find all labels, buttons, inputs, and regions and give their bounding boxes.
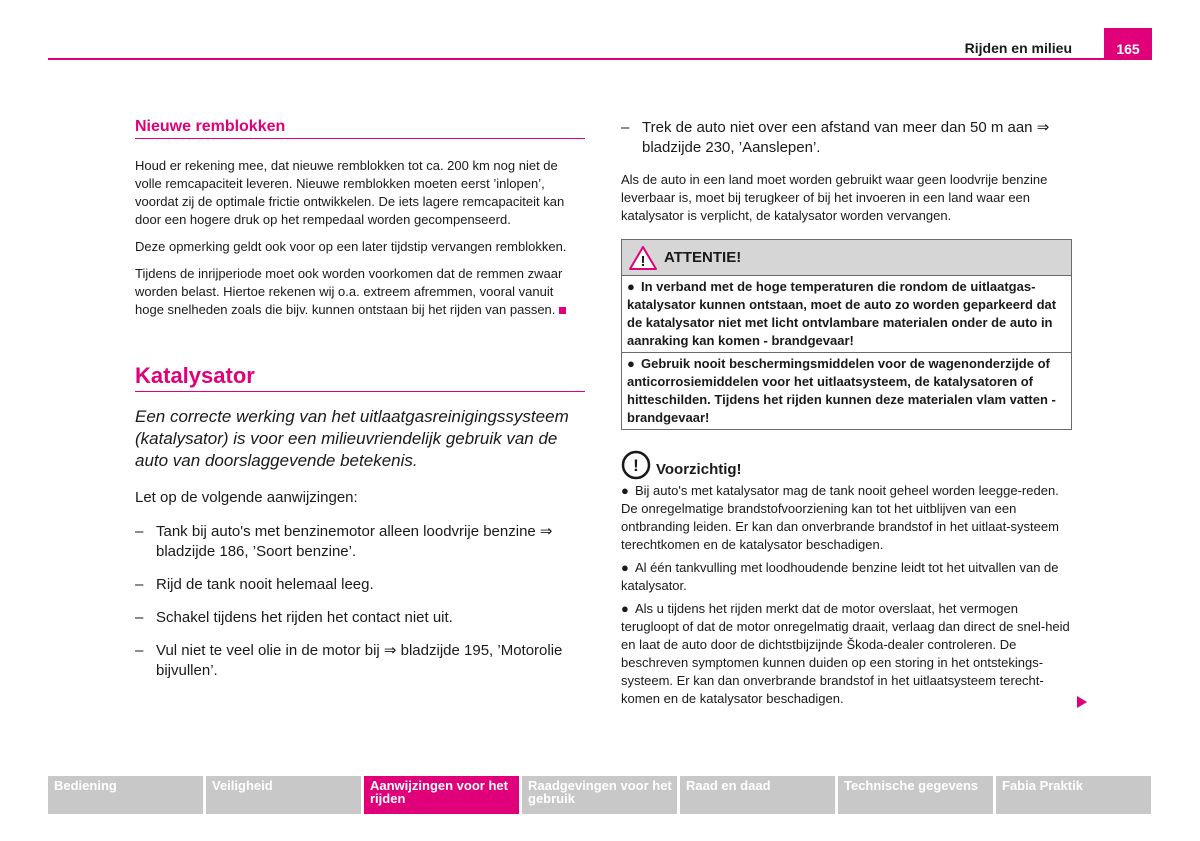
towing-instruction — [621, 118, 1072, 158]
tab-technische-gegevens[interactable]: Technische gegevens — [838, 776, 993, 814]
dash-marker: – — [135, 609, 144, 626]
bullet-icon: ● — [627, 279, 635, 294]
dash-marker: – — [621, 119, 630, 136]
brake-pads-paragraph-1: Houd er rekening mee, dat nieuwe remblokken tot ca. 200 km nog niet de volle remcapaciteit leveren. Nieuwe remblokken moeten eerst ’inlopen’, voordat zij de optimale frictie ontwikkelen. De iets lagere remcapaciteit kan door een hogere druk op het rempedaal worden gecompenseerd. — [135, 158, 565, 227]
brake-pads-paragraph-2: Deze opmerking geldt ook voor op een later tijdstip vervangen remblokken. — [135, 239, 567, 254]
list-item-text: Rijd de tank nooit helemaal leeg. — [156, 576, 374, 593]
unleaded-paragraph: Als de auto in een land moet worden gebruikt waar geen loodvrije benzine leverbaar is, moet bij terugkeer of bij het invoeren in een land waar een katalysator is verplicht, de katalysator worden vervangen. — [621, 172, 1048, 223]
caution-title: Voorzichtig! — [656, 460, 742, 478]
list-item-text: Trek de auto niet over een afstand van meer dan 50 m aan ⇒ bladzijde 230, ’Aanslepen’. — [642, 119, 1050, 156]
caution-circle-icon — [621, 450, 651, 480]
header-title: Rijden en milieu — [964, 40, 1072, 56]
caution-item — [621, 482, 1072, 554]
dash-marker: – — [135, 523, 144, 540]
warning-box — [621, 239, 1072, 430]
right-column — [621, 118, 1072, 713]
list-item-text: Schakel tijdens het rijden het contact niet uit. — [156, 609, 453, 626]
list-item — [135, 522, 585, 562]
square-end-marker-icon — [559, 307, 566, 314]
caution-item-text: Als u tijdens het rijden merkt dat de motor overslaat, het vermogen terugloopt of dat de motor onregelmatig draait, verlaag dan direct de snel-heid en laat de auto door de dichtstbijzijnde Škoda-dealer controleren. De beschreven symptomen kunnen duiden op een storing in het ontstekings-systeem. Er kan dan onverbrande brandstof in het uitlaatsysteem terecht-komen en de katalysator beschadigen. — [621, 601, 1070, 706]
catalyst-instructions — [135, 522, 585, 681]
bullet-icon: ● — [627, 356, 635, 371]
list-item — [135, 641, 585, 681]
dash-marker: – — [135, 576, 144, 593]
brake-pads-paragraph-3 — [135, 265, 585, 319]
brake-pads-paragraph-3-text: Tijdens de inrijperiode moet ook worden voorkomen dat de remmen zwaar worden belast. Hiertoe rekenen wij o.a. extreem afremmen, vooral vanuit hoge snelheden zoals die bijv. kunnen ontstaan bij het rijden van passen. — [135, 266, 563, 317]
continue-arrow-icon — [1076, 695, 1088, 709]
section-title-brake-pads: Nieuwe remblokken — [135, 118, 585, 139]
header-rule — [48, 58, 1152, 60]
tab-veiligheid[interactable]: Veiligheid — [206, 776, 361, 814]
caution-icon-mark: ! — [633, 456, 639, 475]
chapter-navigation — [48, 776, 1152, 814]
bullet-icon: ● — [621, 560, 629, 575]
warning-icon-mark: ! — [640, 252, 646, 270]
warning-title: ATTENTIE! — [664, 249, 742, 266]
bullet-icon: ● — [621, 601, 629, 616]
tab-raad-en-daad[interactable]: Raad en daad — [680, 776, 835, 814]
bullet-icon: ● — [621, 483, 629, 498]
catalyst-intro: Een correcte werking van het uitlaatgasreinigingssysteem (katalysator) is voor een milieuvriendelijk gebruik van de auto van doorslaggevende betekenis. — [135, 407, 569, 470]
warning-header — [622, 240, 1071, 276]
list-item — [621, 118, 1072, 158]
list-item-text: Tank bij auto's met benzinemotor alleen loodvrije benzine ⇒ bladzijde 186, ’Soort benzine’. — [156, 523, 553, 560]
warning-item-text: Gebruik nooit beschermingsmiddelen voor de wagenonderzijde of anticorrosiemiddelen voor het uitlaatsysteem, de katalysatoren of hitteschilden. Tijdens het rijden kunnen deze materialen vlam vatten - brandgevaar! — [627, 356, 1056, 425]
dash-marker: – — [135, 642, 144, 659]
warning-triangle-icon — [628, 245, 658, 271]
page-number: 165 — [1104, 28, 1152, 60]
list-item-text: Vul niet te veel olie in de motor bij ⇒ bladzijde 195, ’Motorolie bijvullen’. — [156, 642, 563, 679]
catalyst-lead: Let op de volgende aanwijzingen: — [135, 489, 358, 506]
left-column — [135, 118, 585, 694]
caution-header — [621, 450, 1072, 480]
tab-aanwijzingen-voor-het-rijden[interactable]: Aanwijzingen voor het rijden — [364, 776, 519, 814]
caution-item — [621, 559, 1072, 595]
caution-item-text: Bij auto's met katalysator mag de tank nooit geheel worden leegge-reden. De onregelmatige brandstofvoorziening kan tot het uitblijven van een ontbranding leiden. Er kan dan onverbrande brandstof in het uitlaat-systeem terechtkomen en de katalysator beschadigen. — [621, 483, 1059, 552]
tab-bediening[interactable]: Bediening — [48, 776, 203, 814]
warning-item-text: In verband met de hoge temperaturen die rondom de uitlaatgas-katalysator kunnen ontstaan, moet de auto zo worden geparkeerd dat de katalysator niet met licht ontvlambare materialen onder de auto in aanraking kan komen - brandgevaar! — [627, 279, 1057, 348]
list-item — [135, 575, 585, 595]
warning-item — [622, 276, 1071, 353]
caution-item — [621, 600, 1072, 708]
list-item — [135, 608, 585, 628]
tab-fabia-praktik[interactable]: Fabia Praktik — [996, 776, 1151, 814]
tab-raadgevingen-voor-het-gebruik[interactable]: Raadgevingen voor het gebruik — [522, 776, 677, 814]
section-title-catalyst: Katalysator — [135, 363, 585, 392]
warning-item — [622, 353, 1071, 429]
caution-item-text: Al één tankvulling met loodhoudende benzine leidt tot het uitvallen van de katalysator. — [621, 560, 1059, 593]
